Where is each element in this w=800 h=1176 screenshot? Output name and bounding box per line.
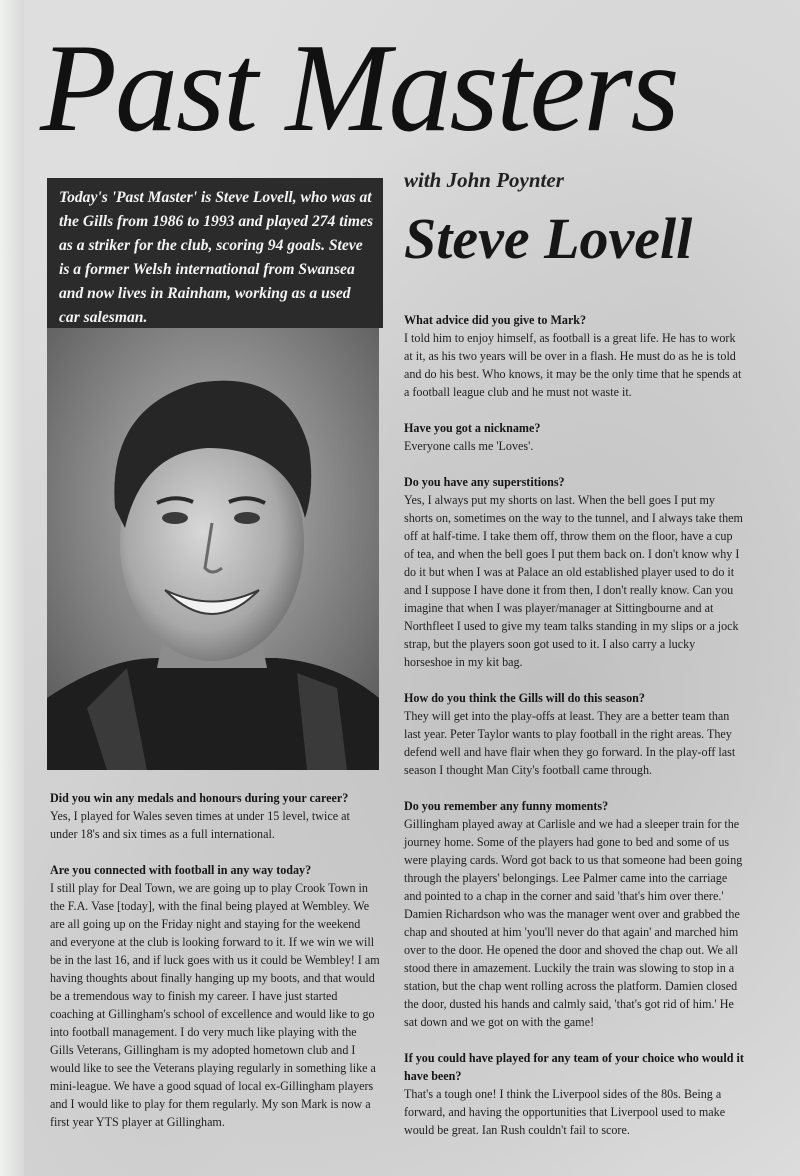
question: How do you think the Gills will do this season?	[404, 691, 645, 705]
answer: They will get into the play-offs at least. They are a better team than last year. Peter Taylor wants to play football in the right areas. They defend well and have flair when they go forward. In the play-off last season I thought Man City's football came through.	[404, 709, 736, 777]
qa-block	[404, 473, 744, 671]
answer: That's a tough one! I think the Liverpool sides of the 80s. Being a forward, and having the opportunities that Liverpool used to make would be great. Ian Rush couldn't fail to score.	[404, 1087, 726, 1137]
answer: I still play for Deal Town, we are going up to play Crook Town in the F.A. Vase [today], with the final being played at Wembley. We are all going up on the Friday night and staying for the weekend and everyone at the club is looking forward to it. If we win we will be in the last 16, and if luck goes with us it could be Wembley! I am having thoughts about finally hanging up my boots, and that would be a tremendous way to finish my career. I have just started coaching at Gillingham's school of excellence and would like to go into football management. I do very much like playing with the Gills Veterans, Gillingham is my adopted hometown club and I would like to see the Veterans playing regularly in something like a mini-league. We have a good squad of local ex-Gillingham players and I would like to play for them regularly. My son Mark is now a first year YTS player at Gillingham.	[50, 881, 380, 1129]
right-column	[404, 311, 744, 1157]
answer: Everyone calls me 'Loves'.	[404, 439, 534, 453]
qa-block	[404, 311, 744, 401]
answer: I told him to enjoy himself, as football is a great life. He has to work at it, as his two years will be over in a flash. He must do as he is told and do his best. Who knows, it may be the only time that he spends at a football league club and he must not waste it.	[404, 331, 742, 399]
byline: with John Poynter	[404, 168, 564, 192]
qa-block	[404, 797, 744, 1031]
question: What advice did you give to Mark?	[404, 313, 587, 327]
qa-block	[50, 789, 380, 843]
answer: Gillingham played away at Carlisle and we had a sleeper train for the journey home. Some of the players had gone to bed and some of us were playing cards. Word got back to us that someone had been going through the players' belongings. Lee Palmer came into the carriage and pointed to a chap in the corner and said 'that's him over there.' Damien Richardson who was the manager went over and grabbed the chap and shouted at him 'you'll never do that again' and marched him over to the door. He opened the door and shoved the chap out. We all stood there in amazement. Luckily the train was slowing to stop in a station, but the chap went rolling across the platform. Damien closed the door, dusted his hands and calmly said, 'that's got rid of him.' He sat down and we got on with the game!	[404, 817, 743, 1029]
page-left-edge	[0, 0, 24, 1176]
portrait-image	[47, 328, 379, 770]
question: Are you connected with football in any way today?	[50, 863, 312, 877]
answer: Yes, I always put my shorts on last. When the bell goes I put my shorts on, sometimes on the way to the tunnel, and I always take them off at half-time. I take them off, throw them on the floor, have a cup of tea, and when the bell goes I put them back on. I don't know why I do it but when I was at Palace an old established player used to do it and I suppose I have done it from then, I don't really know. Can you imagine that when I was player/manager at Sittingbourne and at Northfleet I used to give my team talks standing in my slips or a jock strap, but the players soon got used to it. I also carry a lucky horseshoe in my kit bag.	[404, 493, 743, 669]
portrait-photo	[47, 328, 379, 770]
question: Did you win any medals and honours during your career?	[50, 791, 349, 805]
question: Do you have any superstitions?	[404, 475, 565, 489]
intro-box	[47, 178, 383, 328]
question: Have you got a nickname?	[404, 421, 541, 435]
qa-block	[404, 419, 744, 455]
intro-text: Today's 'Past Master' is Steve Lovell, who was at the Gills from 1986 to 1993 and played 274 times as a striker for the club, scoring 94 goals. Steve is a former Welsh international from Swansea and now lives in Rainham, working as a used car salesman.	[59, 189, 374, 326]
qa-block	[404, 1049, 744, 1139]
answer: Yes, I played for Wales seven times at under 15 level, twice at under 18's and six times as a full international.	[50, 809, 350, 841]
left-column	[50, 789, 380, 1149]
question: If you could have played for any team of your choice who would it have been?	[404, 1051, 744, 1083]
qa-block	[404, 689, 744, 779]
page-title: Past Masters	[40, 19, 678, 158]
subject-name: Steve Lovell	[404, 206, 693, 271]
qa-block	[50, 861, 380, 1131]
question: Do you remember any funny moments?	[404, 799, 609, 813]
